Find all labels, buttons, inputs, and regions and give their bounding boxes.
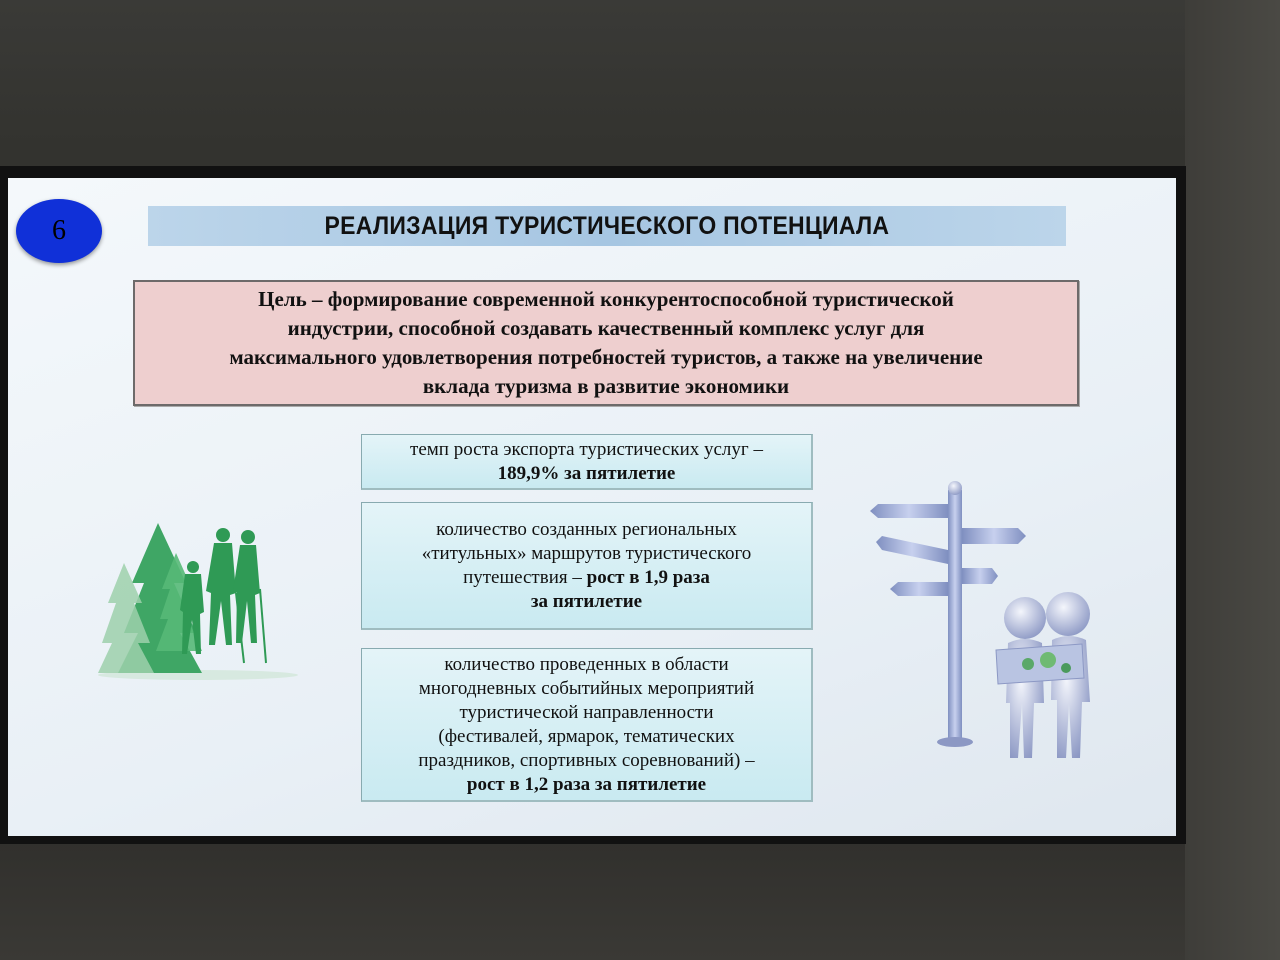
card-text: «титульных» маршрутов туристического <box>421 542 752 564</box>
goal-line: вклада туризма в развитие экономики <box>422 374 790 398</box>
card-highlight: рост в 1,2 раза за пятилетие <box>466 773 707 795</box>
card-text: праздников, спортивных соревнований) – <box>418 749 755 771</box>
title-bar <box>148 206 1066 246</box>
background-wall <box>1185 0 1280 960</box>
indicator-card-routes <box>361 502 813 630</box>
slide-title: РЕАЛИЗАЦИЯ ТУРИСТИЧЕСКОГО ПОТЕНЦИАЛА <box>324 211 890 240</box>
signpost-people-map-icon <box>868 478 1108 758</box>
card-text: количество созданных региональных <box>436 518 737 540</box>
goal-line: Цель – формирование современной конкурентоспособной туристической <box>258 287 954 311</box>
card-text: путешествия – рост в 1,9 раза <box>463 566 710 588</box>
slide-number-badge <box>16 199 102 263</box>
card-highlight: за пятилетие <box>530 590 643 612</box>
hikers-forest-icon <box>98 523 308 683</box>
card-text: многодневных событийных мероприятий <box>418 677 755 699</box>
goal-line: индустрии, способной создавать качественный комплекс услуг для <box>287 316 925 340</box>
goal-box <box>133 280 1079 406</box>
card-text: темп роста экспорта туристических услуг – <box>410 438 763 460</box>
card-highlight: 189,9% за пятилетие <box>497 462 676 484</box>
card-text: (фестивалей, ярмарок, тематических <box>438 725 735 747</box>
indicator-card-export <box>361 434 813 490</box>
card-text: количество проведенных в области <box>444 653 729 675</box>
goal-text <box>229 285 982 401</box>
goal-line: максимального удовлетворения потребностей туристов, а также на увеличение <box>229 345 983 369</box>
slide-number: 6 <box>52 215 66 246</box>
indicator-card-events <box>361 648 813 802</box>
card-text: туристической направленности <box>459 701 714 723</box>
presentation-slide <box>8 178 1176 836</box>
display-monitor <box>0 166 1186 844</box>
